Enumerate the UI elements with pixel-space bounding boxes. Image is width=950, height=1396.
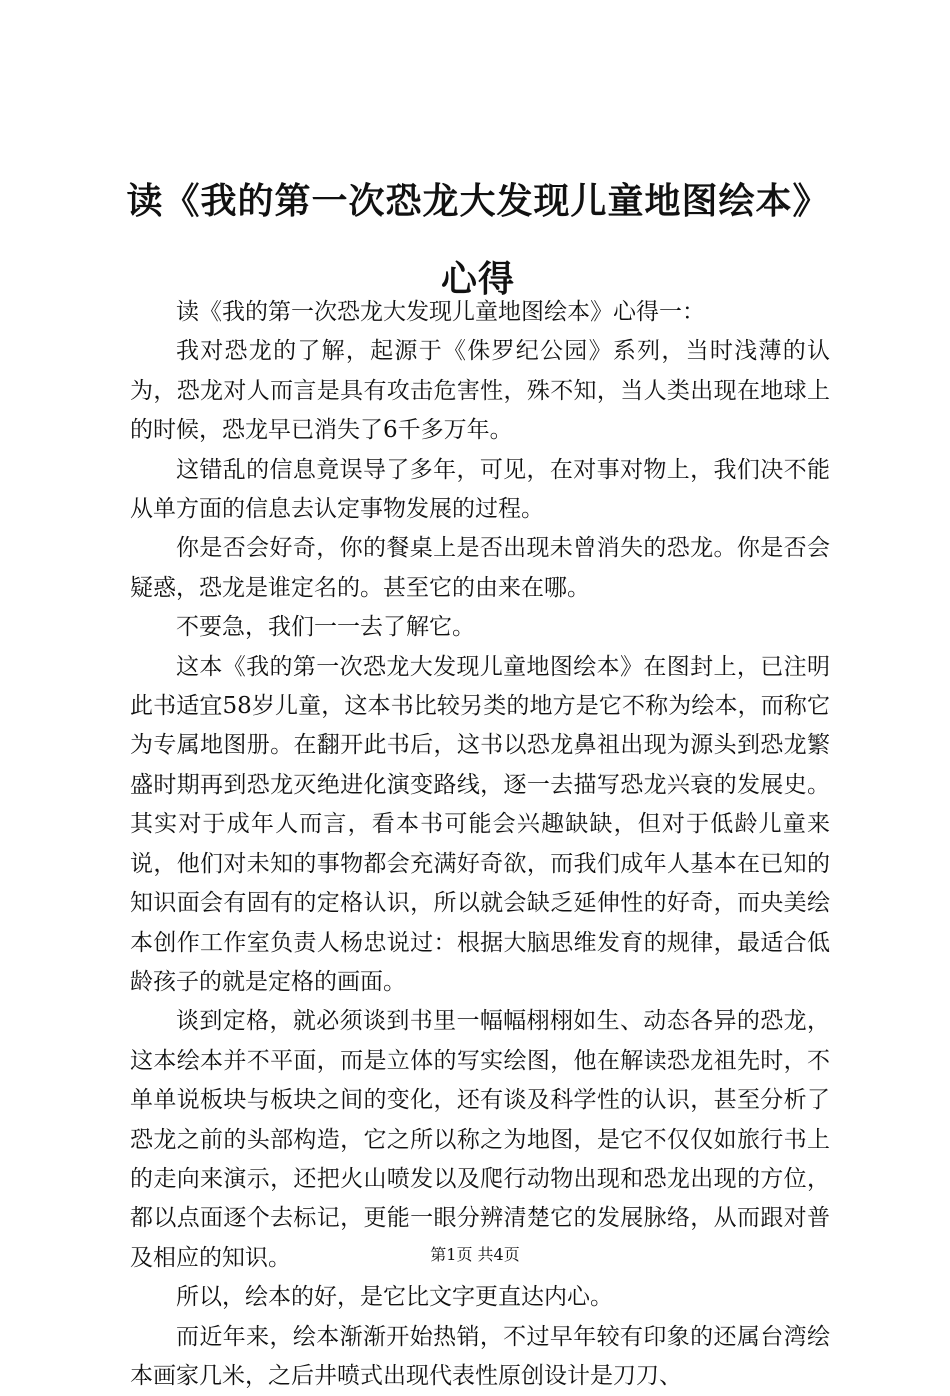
document-body <box>130 293 830 1396</box>
paragraph: 这本《我的第一次恐龙大发现儿童地图绘本》在图封上，已注明此书适宜58岁儿童，这本书比较另类的地方是它不称为绘本，而称它为专属地图册。在翻开此书后，这书以恐龙鼻祖出现为源头到恐龙繁盛时期再到恐龙灭绝进化演变路线，逐一去描写恐龙兴衰的发展史。其实对于成年人而言，看本书可能会兴趣缺缺，但对于低龄儿童来说，他们对未知的事物都会充满好奇欲，而我们成年人基本在已知的知识面会有固有的定格认识，所以就会缺乏延伸性的好奇，而央美绘本创作工作室负责人杨忠说过：根据大脑思维发育的规律，最适合低龄孩子的就是定格的画面。 <box>130 653 830 995</box>
paragraph: 谈到定格，就必须谈到书里一幅幅栩栩如生、动态各异的恐龙，这本绘本并不平面，而是立体的写实绘图，他在解读恐龙祖先时，不单单说板块与板块之间的变化，还有谈及科学性的认识，甚至分析了恐龙之前的头部构造，它之所以称之为地图，是它不仅仅如旅行书上的走向来演示，还把火山喷发以及爬行动物出现和恐龙出现的方位，都以点面逐个去标记，更能一眼分辨清楚它的发展脉络，从而跟对普及相应的知识。 <box>130 1008 830 1271</box>
paragraph: 而近年来，绘本渐渐开始热销，不过早年较有印象的还属台湾绘本画家几米，之后井喷式出现代表性原创设计是刀刀、 <box>130 1323 830 1389</box>
page-footer <box>0 1245 950 1265</box>
paragraph: 这错乱的信息竟误导了多年，可见，在对事对物上，我们决不能从单方面的信息去认定事物发展的过程。 <box>130 456 830 523</box>
document-title: 读《我的第一次恐龙大发现儿童地图绘本》心得 <box>126 180 830 300</box>
paragraph: 读《我的第一次恐龙大发现儿童地图绘本》心得一： <box>176 299 705 325</box>
page-indicator: 第1页 共4页 <box>430 1245 520 1264</box>
paragraph: 你是否会好奇，你的餐桌上是否出现未曾消失的恐龙。你是否会疑惑，恐龙是谁定名的。甚至它的由来在哪。 <box>130 535 830 601</box>
paragraph: 所以，绘本的好，是它比文字更直达内心。 <box>176 1284 613 1311</box>
paragraph: 不要急，我们一一去了解它。 <box>176 614 475 641</box>
paragraph: 我对恐龙的了解，起源于《侏罗纪公园》系列，当时浅薄的认为，恐龙对人而言是具有攻击危害性，殊不知，当人类出现在地球上的时候，恐龙早已消失了6千多万年。 <box>130 338 830 444</box>
